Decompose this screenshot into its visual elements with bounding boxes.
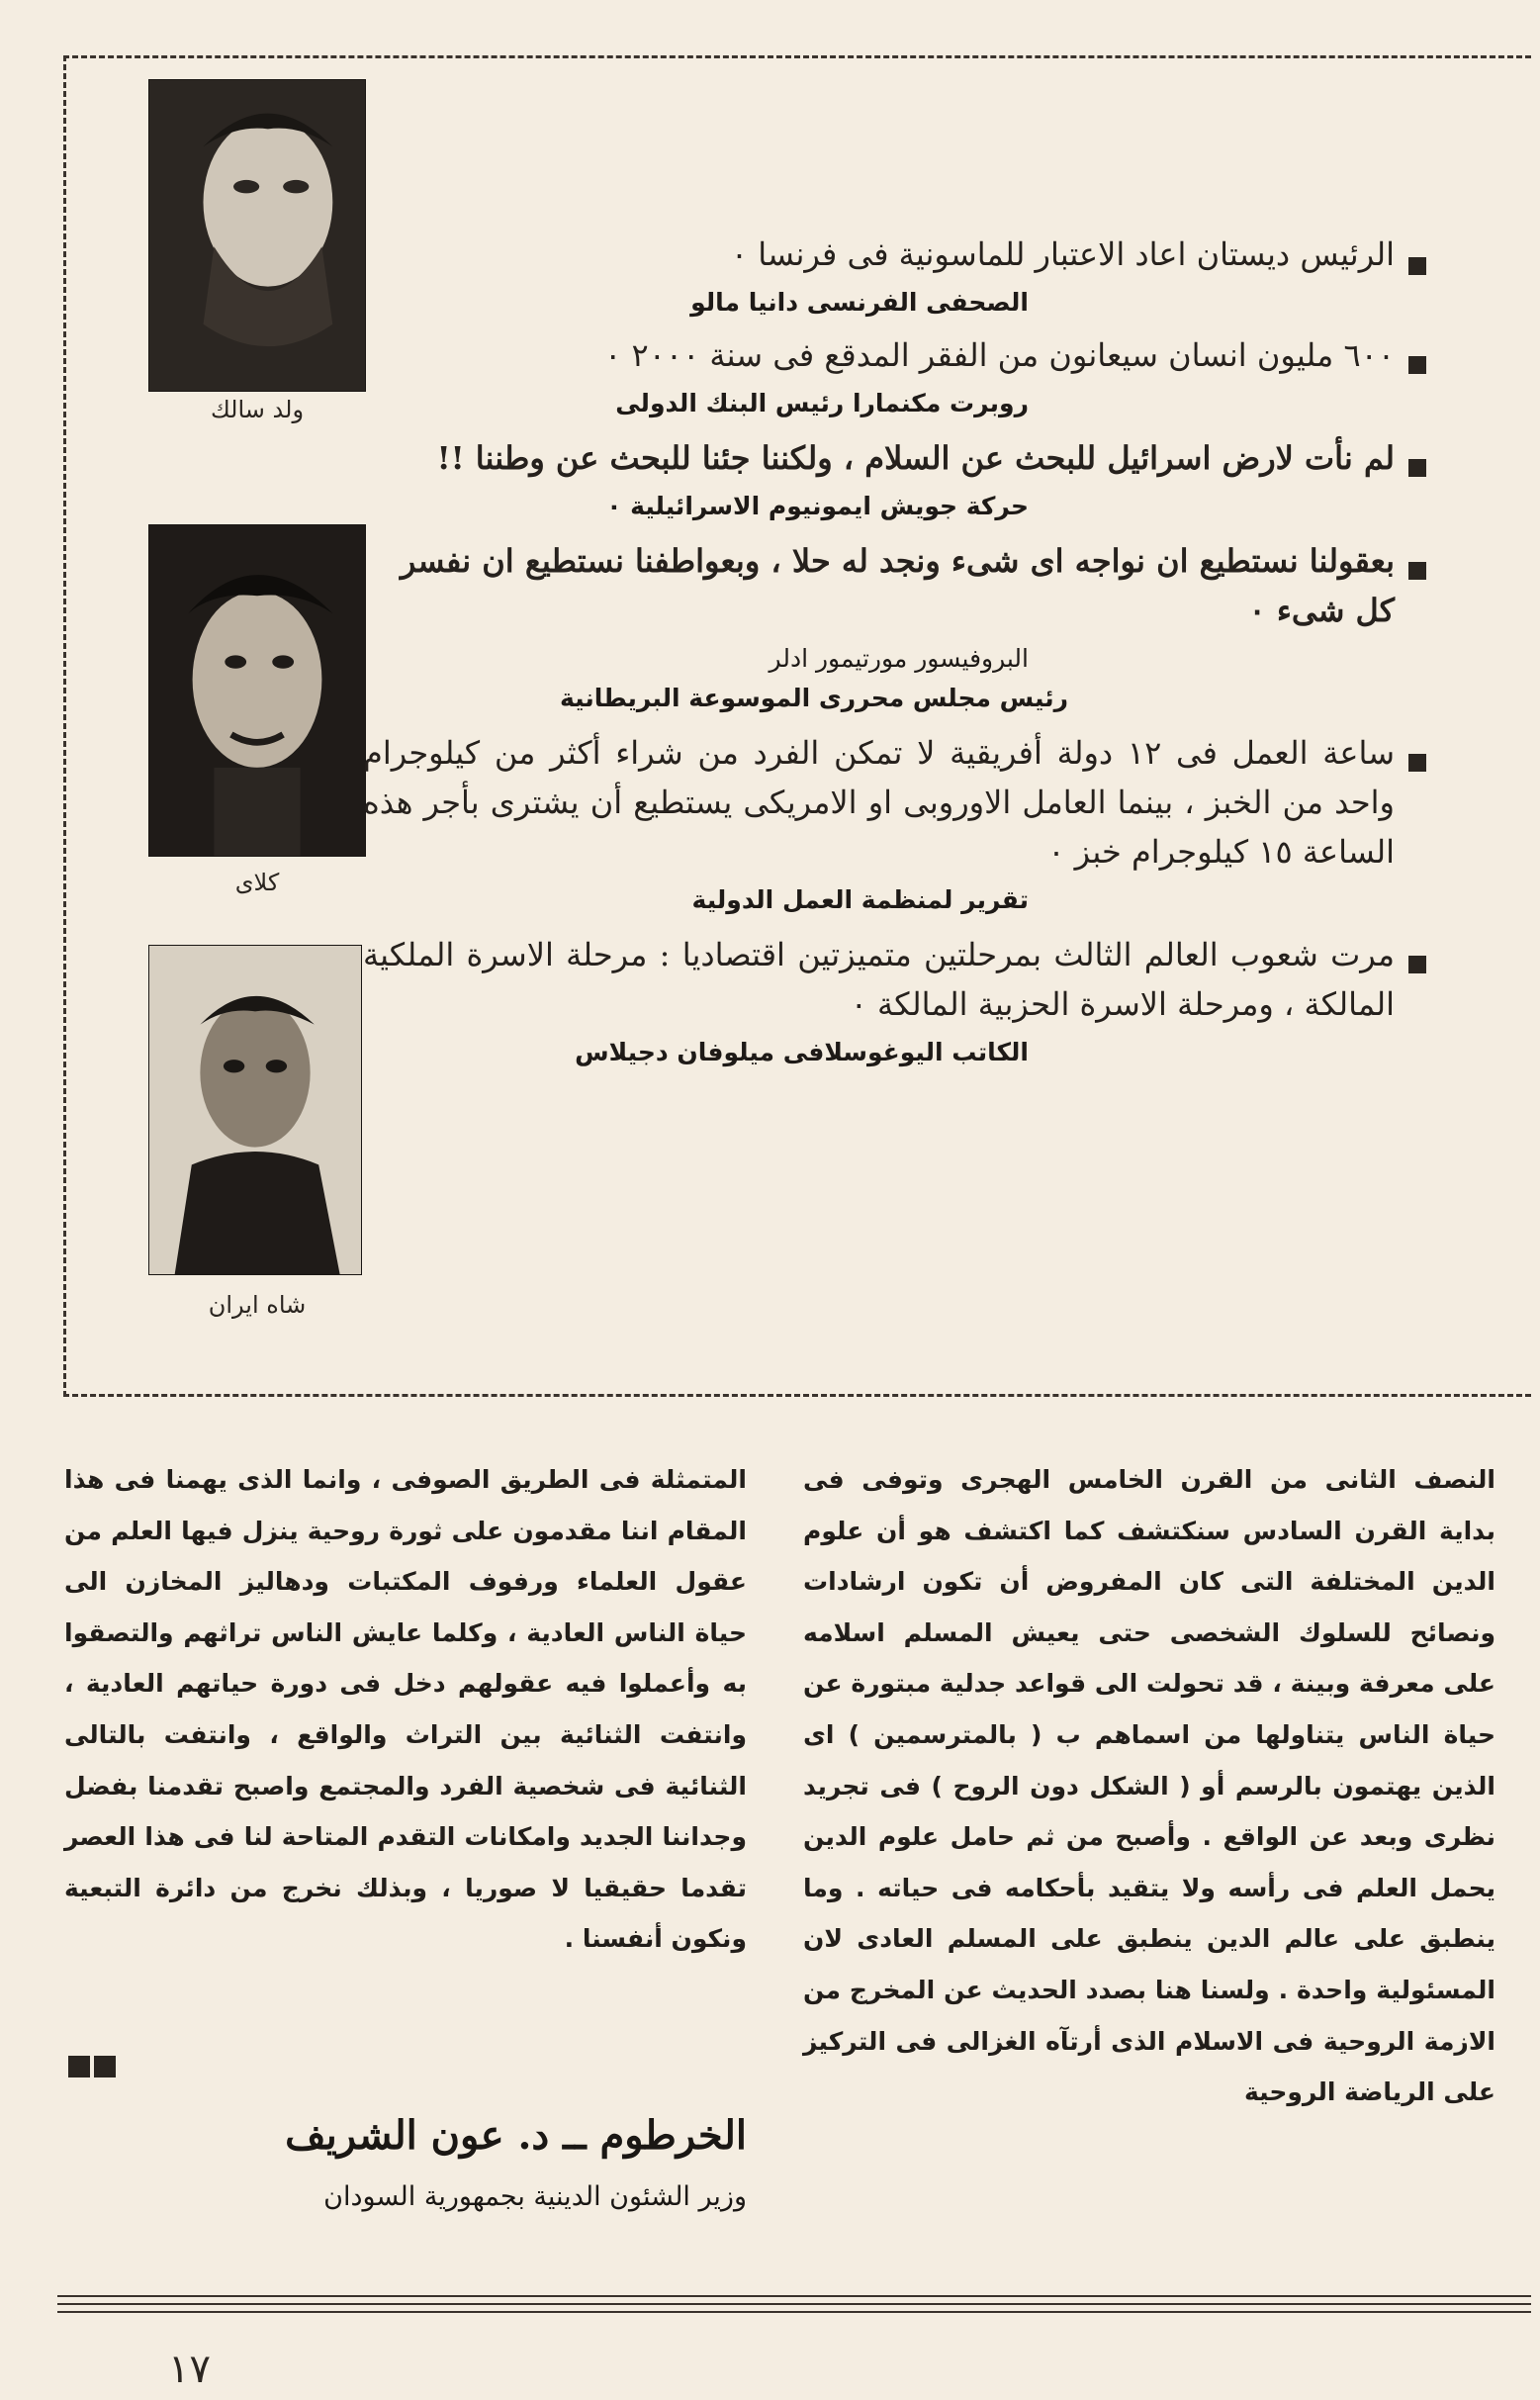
- portrait-icon: [149, 80, 365, 391]
- quote-item: [363, 433, 1426, 526]
- quote-text: الرئيس ديستان اعاد الاعتبار للماسونية فى فرنسا ٠: [730, 235, 1395, 273]
- end-of-article-icon: [64, 2056, 116, 2081]
- quote-item: [363, 208, 1426, 323]
- page-number: ١٧: [168, 2347, 211, 2392]
- quote-text: مرت شعوب العالم الثالث بمرحلتين متميزتين اقتصاديا : مرحلة الاسرة الملكية المالكة ، ومرحلة الاسرة الحزبية المالكة ٠: [363, 936, 1395, 1023]
- footer-rule: [57, 2311, 1531, 2313]
- quote-item: [363, 930, 1426, 1072]
- quote-source: البروفيسور مورتيمور ادلر: [769, 644, 1029, 673]
- quote-text: ٦٠٠ مليون انسان سيعانون من الفقر المدقع فى سنة ٢٠٠٠ ٠: [604, 336, 1395, 374]
- quote-source: روبرت مكنمارا رئيس البنك الدولى: [615, 389, 1029, 417]
- quote-source: الصحفى الفرنسى دانيا مالو: [690, 288, 1029, 317]
- quote-item: [363, 728, 1426, 920]
- quotes-list: [363, 208, 1426, 1072]
- square-bullet-icon: [1408, 459, 1426, 477]
- quote-source: حركة جويش ايمونيوم الاسرائيلية ٠: [606, 492, 1029, 520]
- photo-3-caption: شاه ايران: [208, 1291, 307, 1319]
- square-bullet-icon: [1408, 562, 1426, 580]
- portrait-icon: [149, 946, 361, 1274]
- article-column-right: النصف الثانى من القرن الخامس الهجرى وتوفى فى بداية القرن السادس سنكتشف كما اكتشف هو أن علوم الدين المختلفة التى كان المفروض أن تكون ارشادات ونصائح للسلوك الشخصى حتى يعيش المسلم اسلامه على معرفة وبينة ، قد تحولت الى قواعد جدلية مبتورة عن حياة الناس يتناولها من اسماهم ب ( بالمترسمين ) اى الذين يهتمون بالرسم أو ( الشكل دون الروح ) فى تجريد نظرى وبعد عن الواقع . وأصبح من ثم حامل علوم الدين يحمل العلم فى رأسه ولا يتقيد بأحكامه فى حياته . وما ينطبق على عالم الدين ينطبق على المسلم العادى لان المسئولية واحدة . ولسنا هنا بصدد الحديث عن المخرج من الازمة الروحية فى الاسلام الذى أرتآه الغزالى فى التركيز على الرياضة الروحية: [803, 1465, 1495, 2107]
- photo-3: [148, 945, 362, 1275]
- footer-rule: [57, 2303, 1531, 2305]
- photo-1-caption: ولد سالك: [210, 396, 305, 423]
- photo-2: [148, 524, 366, 857]
- quote-text: لم نأت لارض اسرائيل للبحث عن السلام ، ولكننا جئنا للبحث عن وطننا !!: [436, 439, 1395, 477]
- square-bullet-icon: [1408, 356, 1426, 374]
- photo-2-caption: كلاى: [234, 869, 280, 896]
- quote-item: [363, 330, 1426, 423]
- quote-source: الكاتب اليوغوسلافى ميلوفان دجيلاس: [575, 1038, 1029, 1066]
- square-bullet-icon: [1408, 754, 1426, 772]
- square-bullet-icon: [1408, 257, 1426, 275]
- article-column-left: المتمثلة فى الطريق الصوفى ، وانما الذى يهمنا فى هذا المقام اننا مقدمون على ثورة روحية ينزل فيها العلم من عقول العلماء ورفوف المكتبات ودهاليز المخازن الى حياة الناس العادية ، وكلما عايش الناس تراثهم والتصقوا به وأعملوا فيه عقولهم دخل فى دورة حياتهم العادية ، وانتفت الثنائية بين التراث والواقع ، وانتفت بالتالى الثنائية فى شخصية الفرد والمجتمع واصبح تقدمنا بفضل وجداننا الجديد وامكانات التقدم المتاحة لنا فى هذا العصر تقدما حقيقيا لا صوريا ، وبذلك نخرج من دائرة التبعية ونكون أنفسنا .: [64, 1465, 747, 1954]
- quote-source: تقرير لمنظمة العمل الدولية: [691, 885, 1029, 914]
- portrait-icon: [149, 525, 365, 856]
- article-signature-title: وزير الشئون الدينية بجمهورية السودان: [323, 2181, 747, 2212]
- article-signature: الخرطوم ــ د. عون الشريف: [285, 2112, 747, 2159]
- footer-rule: [57, 2295, 1531, 2297]
- photo-1: [148, 79, 366, 392]
- quote-item: [363, 536, 1426, 718]
- quote-text: ساعة العمل فى ١٢ دولة أفريقية لا تمكن الفرد من شراء أكثر من كيلوجرام واحد من الخبز ، بينما العامل الاوروبى او الامريكى يستطيع أن يشترى بأجر هذه الساعة ١٥ كيلوجرام خبز ٠: [363, 734, 1396, 871]
- quote-source-title: رئيس مجلس محررى الموسوعة البريطانية: [559, 684, 1068, 712]
- square-bullet-icon: [1408, 956, 1426, 973]
- quote-text: بعقولنا نستطيع ان نواجه اى شىء ونجد له حلا ، وبعواطفنا نستطيع ان نفسر كل شىء ٠: [400, 542, 1395, 629]
